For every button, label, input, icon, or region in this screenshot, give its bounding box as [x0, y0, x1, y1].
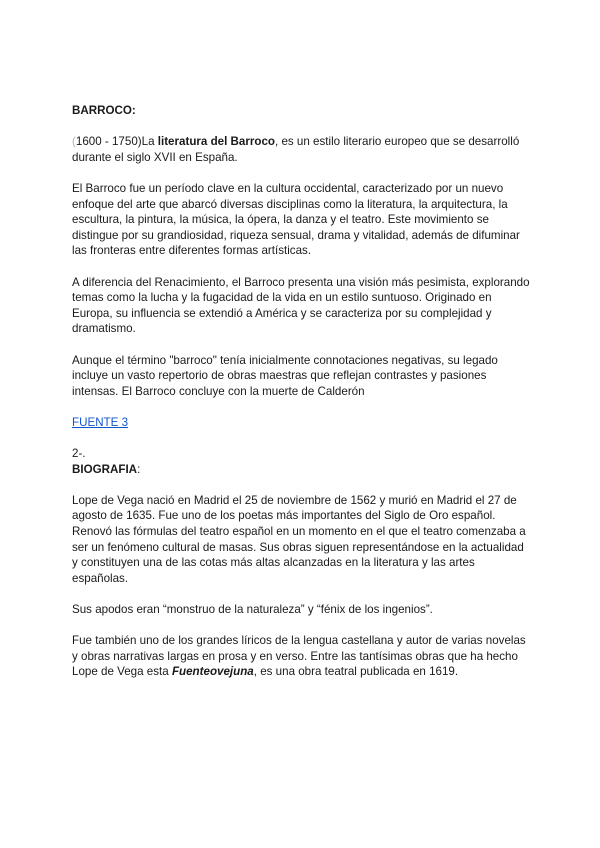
- section-number: 2-.: [72, 447, 86, 461]
- comment-marker: (: [72, 135, 76, 149]
- biografia-paragraph-3: Sus apodos eran “monstruo de la naturaleza” y “fénix de los ingenios”.: [72, 603, 433, 616]
- biografia-paragraph-2: Renovó las fórmulas del teatro español en un momento en el que el teatro comenzaba a ser un fenómeno cultural de masas. Sus obras siguen representándose en la actualidad y constituyen una de las cotas más altas alcanzadas en la literatura y las artes españolas.: [72, 525, 526, 585]
- biografia-paragraph-1: Lope de Vega nació en Madrid el 25 de noviembre de 1562 y murió en Madrid el 27 de agosto de 1635. Fue uno de los poetas más importantes del Siglo de Oro español.: [72, 493, 517, 523]
- barroco-intro-paragraph: [72, 134, 532, 165]
- source-link[interactable]: FUENTE 3: [72, 415, 129, 429]
- spacer: [72, 399, 532, 415]
- spacer: [72, 119, 532, 135]
- biografia-title-colon: :: [137, 462, 141, 476]
- barroco-paragraph-3: Aunque el término "barroco" tenía inicialmente connotaciones negativas, su legado incluye un vasto repertorio de obras maestras que reflejan contrastes y pasiones intensas. El Barroco concluye con la muerte de Calderón: [72, 353, 498, 398]
- barroco-paragraph-1: El Barroco fue un período clave en la cultura occidental, caracterizado por un nuevo enfoque del arte que abarcó diversas disciplinas como la literatura, la arquitectura, la escultura, la pintura, la música, la ópera, la danza y el teatro. Este movimiento se distingue por su grandiosidad, riqueza sensual, drama y vitalidad, además de difuminar las fronteras entre diferentes formas artísticas.: [72, 181, 520, 258]
- spacer: [72, 259, 532, 275]
- spacer: [72, 430, 532, 446]
- section-title-biografia: [72, 462, 532, 478]
- intro-dates: 1600 - 1750)La: [75, 135, 158, 149]
- spacer: [72, 165, 532, 181]
- p4-text: Fue también uno de los grandes líricos de la lengua castellana y autor de varias novelas y obras narrativas largas en prosa y en verso. Entre las tantísimas obras que ha hecho Lope de Vega esta: [72, 634, 526, 679]
- p4-text-end: , es una obra teatral publicada en 1619.: [253, 665, 459, 679]
- intro-rest: , es un estilo literario europeo que se desarrolló durante el siglo XVII en España.: [72, 135, 520, 164]
- section-title-barroco: BARROCO:: [72, 104, 136, 117]
- work-title: Fuenteovejuna: [171, 665, 254, 679]
- intro-bold-term: literatura del Barroco: [157, 135, 276, 149]
- biografia-paragraph-4: [72, 633, 532, 680]
- document-body: [72, 103, 532, 680]
- spacer: [72, 618, 532, 634]
- spacer: [72, 586, 532, 602]
- spacer: [72, 337, 532, 353]
- spacer: [72, 477, 532, 493]
- biografia-title: BIOGRAFIA: [72, 462, 138, 476]
- barroco-paragraph-2: A diferencia del Renacimiento, el Barroco presenta una visión más pesimista, explorando temas como la lucha y la fugacidad de la vida en un estilo suntuoso. Originado en Europa, su influencia se extendió a América y se caracteriza por su complejidad y dramatismo.: [72, 275, 530, 336]
